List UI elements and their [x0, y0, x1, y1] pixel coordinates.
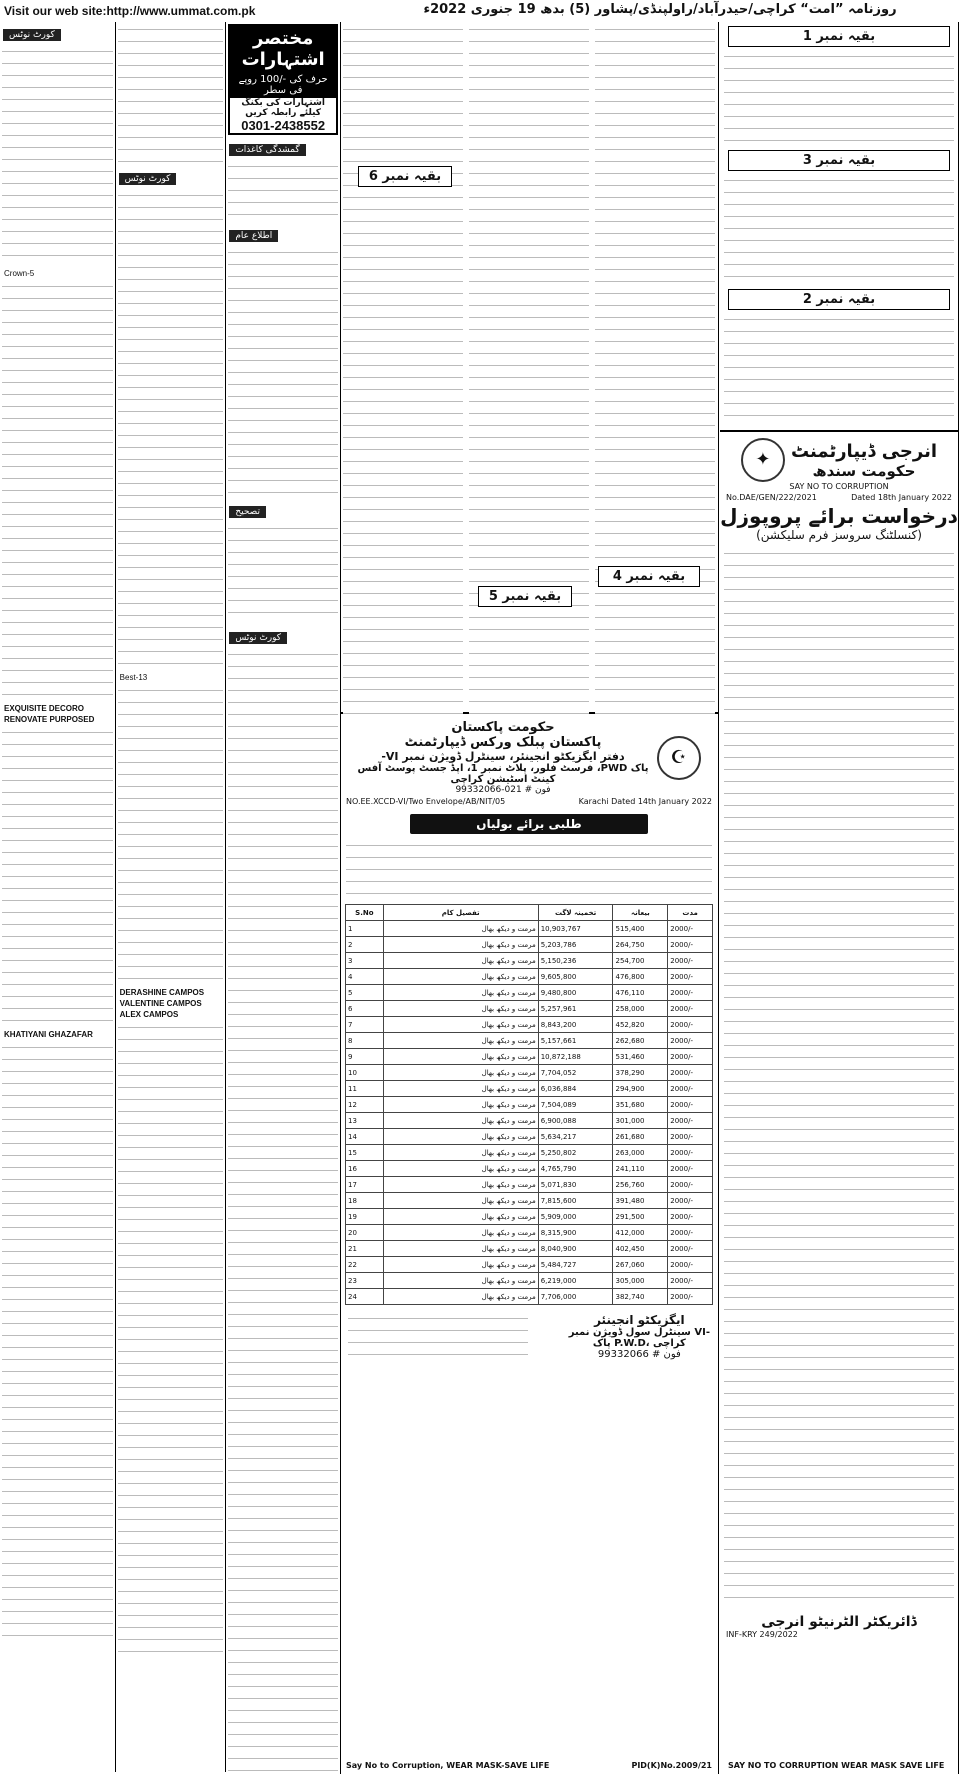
table-cell: 22	[346, 1257, 384, 1273]
table-cell: 2000/-	[668, 1225, 713, 1241]
table-cell: مرمت و دیکھ بھال	[383, 1289, 538, 1305]
table-cell: 6,036,884	[538, 1081, 613, 1097]
table-cell: مرمت و دیکھ بھال	[383, 953, 538, 969]
company-name-6: KHATIYANI GHAZAFAR	[4, 1030, 93, 1039]
table-cell: 7,815,600	[538, 1193, 613, 1209]
table-cell: 412,000	[613, 1225, 668, 1241]
table-cell: 241,110	[613, 1161, 668, 1177]
tender-intro	[346, 840, 712, 900]
table-header-cell: S.No	[346, 905, 384, 921]
table-row	[346, 1145, 713, 1161]
middle-column	[340, 22, 719, 1774]
energy-dept-ad	[720, 430, 958, 1639]
table-cell: 261,680	[613, 1129, 668, 1145]
table-cell: 9,480,800	[538, 985, 613, 1001]
table-cell: 7	[346, 1017, 384, 1033]
table-cell: 2000/-	[668, 937, 713, 953]
office-name: دفتر ایگزیکٹو انجینئر، سینٹرل ڈویژن نمبر VI-	[381, 750, 625, 763]
box-4-holder	[590, 562, 708, 591]
tender-number: NO.EE.XCCD-VI/Two Envelope/AB/NIT/05	[346, 797, 506, 806]
table-cell: 1	[346, 921, 384, 937]
table-cell: 2000/-	[668, 1289, 713, 1305]
lost-docs-label: گمشدگی کاغذات	[229, 144, 305, 156]
continuation-box-5: بقیہ نمبر 5	[478, 586, 572, 607]
table-cell: 2000/-	[668, 1113, 713, 1129]
table-cell: 5,203,786	[538, 937, 613, 953]
signer-phone: فون # 99332066	[597, 1349, 681, 1360]
table-cell: 452,820	[613, 1017, 668, 1033]
table-cell: 9,605,800	[538, 969, 613, 985]
table-cell: 5,634,217	[538, 1129, 613, 1145]
classified-title: مختصر اشتہارات	[230, 26, 336, 72]
table-row	[346, 1065, 713, 1081]
table-row	[346, 985, 713, 1001]
table-cell: مرمت و دیکھ بھال	[383, 1017, 538, 1033]
table-cell: 2000/-	[668, 921, 713, 937]
table-cell: 7,704,052	[538, 1065, 613, 1081]
table-row	[346, 953, 713, 969]
table-cell: 2000/-	[668, 1209, 713, 1225]
table-cell: 10,872,188	[538, 1049, 613, 1065]
table-row	[346, 937, 713, 953]
signer-title: ایگزیکٹو انجینئر	[594, 1313, 685, 1327]
table-cell: 291,500	[613, 1209, 668, 1225]
court-notice-label: کورٹ نوٹس	[3, 29, 61, 41]
table-cell: مرمت و دیکھ بھال	[383, 1097, 538, 1113]
table-body	[346, 921, 713, 1305]
table-cell: 391,480	[613, 1193, 668, 1209]
pid-number: PID(K)No.2009/21	[631, 1761, 712, 1770]
table-cell: 351,680	[613, 1097, 668, 1113]
table-cell: 2000/-	[668, 969, 713, 985]
table-header-cell: تفصیل کام	[383, 905, 538, 921]
table-cell: 7,706,000	[538, 1289, 613, 1305]
rfp-subtitle: (کنسلٹنگ سروسز فرم سلیکشن)	[756, 528, 922, 542]
classified-header	[228, 24, 338, 135]
table-cell: 2000/-	[668, 1017, 713, 1033]
signer: ڈائریکٹر الٹرنیٹو انرجی	[761, 1614, 917, 1630]
mid-footer: Say No to Corruption, WEAR MASK-SAVE LIFE	[346, 1761, 550, 1770]
table-cell: مرمت و دیکھ بھال	[383, 1241, 538, 1257]
table-row	[346, 1049, 713, 1065]
table-cell: 4	[346, 969, 384, 985]
left-column	[0, 22, 341, 1774]
govt-pakistan: حکومت پاکستان	[451, 720, 555, 735]
table-row	[346, 1017, 713, 1033]
table-row	[346, 1193, 713, 1209]
table-cell: 382,740	[613, 1289, 668, 1305]
table-cell: مرمت و دیکھ بھال	[383, 1273, 538, 1289]
continuation-box-1: بقیہ نمبر 1	[728, 26, 950, 47]
office-address-2: کینٹ اسٹیشن کراچی	[450, 774, 556, 785]
table-cell: 476,110	[613, 985, 668, 1001]
table-cell: مرمت و دیکھ بھال	[383, 1065, 538, 1081]
table-cell: 2000/-	[668, 1001, 713, 1017]
table-cell: مرمت و دیکھ بھال	[383, 1193, 538, 1209]
text-block	[724, 175, 954, 285]
table-cell: مرمت و دیکھ بھال	[383, 1033, 538, 1049]
table-cell: 6,219,000	[538, 1273, 613, 1289]
table-cell: 2000/-	[668, 1257, 713, 1273]
table-header-cell: مدت	[668, 905, 713, 921]
table-row	[346, 1241, 713, 1257]
box-5-holder	[470, 582, 580, 611]
table-cell: مرمت و دیکھ بھال	[383, 1177, 538, 1193]
table-cell: 14	[346, 1129, 384, 1145]
table-row	[346, 1177, 713, 1193]
notice-text	[118, 1022, 224, 1662]
dept-name: انرجی ڈیپارٹمنٹ	[790, 440, 938, 462]
right-footer: SAY NO TO CORRUPTION WEAR MASK SAVE LIFE	[728, 1761, 945, 1770]
table-cell: 15	[346, 1145, 384, 1161]
table-cell: مرمت و دیکھ بھال	[383, 1161, 538, 1177]
tender-date: Karachi Dated 14th January 2022	[578, 797, 712, 806]
table-row	[346, 1209, 713, 1225]
table-row	[346, 969, 713, 985]
inf-number: INF-KRY 249/2022	[726, 1630, 798, 1639]
table-row	[346, 1081, 713, 1097]
table-cell: مرمت و دیکھ بھال	[383, 1129, 538, 1145]
table-cell: مرمت و دیکھ بھال	[383, 1081, 538, 1097]
notice-text	[228, 247, 338, 497]
company-name-5: ALEX CAMPOS	[119, 1010, 179, 1019]
table-cell: 254,700	[613, 953, 668, 969]
table-cell: 5,157,661	[538, 1033, 613, 1049]
table-cell: 2000/-	[668, 1161, 713, 1177]
company-name-4: VALENTINE CAMPOS	[119, 999, 202, 1008]
table-cell: 5,484,727	[538, 1257, 613, 1273]
office-address: پاک PWD، فرسٹ فلور، پلاٹ نمبر 1، اپڈ جسٹ پوسٹ آفس	[357, 763, 649, 774]
table-cell: 267,060	[613, 1257, 668, 1273]
text-block	[724, 314, 954, 424]
signer-division: سینٹرل سول ڈویژن نمبر VI-	[568, 1327, 710, 1338]
table-cell: 515,400	[613, 921, 668, 937]
table-cell: مرمت و دیکھ بھال	[383, 921, 538, 937]
table-cell: 2000/-	[668, 1081, 713, 1097]
table-cell: 19	[346, 1209, 384, 1225]
table-cell: 24	[346, 1289, 384, 1305]
pwd-name: پاکستان پبلک ورکس ڈیپارٹمنٹ	[404, 735, 602, 750]
table-cell: 8	[346, 1033, 384, 1049]
table-cell: 23	[346, 1273, 384, 1289]
news-text	[343, 24, 463, 714]
table-cell: 2000/-	[668, 1033, 713, 1049]
table-cell: مرمت و دیکھ بھال	[383, 969, 538, 985]
table-row	[346, 1273, 713, 1289]
table-cell: مرمت و دیکھ بھال	[383, 1209, 538, 1225]
tender-ref-row	[340, 795, 718, 808]
court-notice-text	[2, 727, 113, 1027]
table-cell: 2000/-	[668, 1129, 713, 1145]
table-cell: 305,000	[613, 1273, 668, 1289]
middle-notices-column	[116, 22, 227, 1772]
table-row	[346, 1129, 713, 1145]
table-cell: 531,460	[613, 1049, 668, 1065]
rfp-title: درخواست برائے پروپوزل	[720, 504, 958, 528]
table-cell: 402,450	[613, 1241, 668, 1257]
table-cell: 2000/-	[668, 1241, 713, 1257]
table-cell: 2000/-	[668, 1193, 713, 1209]
table-cell: 263,000	[613, 1145, 668, 1161]
table-cell: 294,900	[613, 1081, 668, 1097]
ref-number: No.DAE/GEN/222/2021	[726, 493, 817, 502]
table-cell: 16	[346, 1161, 384, 1177]
table-cell: 2000/-	[668, 1065, 713, 1081]
booking-phone[interactable]: 0301-2438552	[241, 118, 326, 133]
booking-line: اشتہارات کی بکنگ کیلئے رابطہ کریں	[241, 98, 325, 118]
company-name-3: DERASHINE CAMPOS	[119, 988, 205, 997]
table-cell: 2000/-	[668, 985, 713, 1001]
correction-label: تصحیح	[229, 506, 266, 518]
table-cell: 17	[346, 1177, 384, 1193]
table-cell: 10	[346, 1065, 384, 1081]
table-cell: 264,750	[613, 937, 668, 953]
govt-name: حکومت سندھ	[812, 461, 916, 480]
court-notices-column	[0, 22, 116, 1772]
corruption-slogan: SAY NO TO CORRUPTION	[789, 482, 889, 491]
table-cell: 7,504,089	[538, 1097, 613, 1113]
company-name-2: RENOVATE PURPOSED	[4, 715, 95, 724]
table-row	[346, 1033, 713, 1049]
table-header-cell: تخمینہ لاگت	[538, 905, 613, 921]
continuation-box-6: بقیہ نمبر 6	[358, 166, 452, 187]
court-notice-text	[2, 1042, 113, 1642]
table-cell: 8,040,900	[538, 1241, 613, 1257]
table-row	[346, 1225, 713, 1241]
table-cell: 11	[346, 1081, 384, 1097]
table-cell: 258,000	[613, 1001, 668, 1017]
table-cell: 2000/-	[668, 1049, 713, 1065]
classified-rate: حرف کی -/100 روپے فی سطر	[230, 72, 336, 98]
box-6-holder	[350, 162, 460, 191]
table-row	[346, 1161, 713, 1177]
table-cell: 20	[346, 1225, 384, 1241]
website-url[interactable]: Visit our web site:http://www.ummat.com.pk	[4, 4, 256, 18]
table-cell: 476,800	[613, 969, 668, 985]
tender-terms	[348, 1313, 528, 1363]
notice-text	[228, 523, 338, 623]
table-cell: 9	[346, 1049, 384, 1065]
table-cell: 8,315,900	[538, 1225, 613, 1241]
table-row	[346, 921, 713, 937]
table-row	[346, 1289, 713, 1305]
news-text	[595, 24, 715, 714]
court-notice-text	[2, 46, 113, 266]
continuation-box-4: بقیہ نمبر 4	[598, 566, 700, 587]
table-cell: 5,909,000	[538, 1209, 613, 1225]
court-notice-label-3: کورٹ نوٹس	[229, 632, 287, 644]
table-cell: مرمت و دیکھ بھال	[383, 937, 538, 953]
best-label: Best-13	[119, 673, 148, 682]
table-row	[346, 1001, 713, 1017]
company-name-1: EXQUISITE DECORO	[4, 704, 85, 713]
table-cell: 5,257,961	[538, 1001, 613, 1017]
table-cell: 6	[346, 1001, 384, 1017]
table-cell: 2000/-	[668, 1177, 713, 1193]
tender-table	[345, 904, 713, 1305]
table-row	[346, 1097, 713, 1113]
notice-text	[118, 24, 224, 164]
table-cell: مرمت و دیکھ بھال	[383, 1145, 538, 1161]
table-cell: مرمت و دیکھ بھال	[383, 1001, 538, 1017]
masthead: روزنامہ ”امت“ کراچی/حیدرآباد/راولپنڈی/پشاور (5) بدھ 19 جنوری 2022ء	[423, 2, 897, 17]
continuation-box-2: بقیہ نمبر 2	[728, 289, 950, 310]
table-cell: 18	[346, 1193, 384, 1209]
office-phone: فون # 021-99332066	[455, 785, 551, 795]
table-cell: 12	[346, 1097, 384, 1113]
table-cell: 2000/-	[668, 1273, 713, 1289]
table-cell: 21	[346, 1241, 384, 1257]
table-cell: 10,903,767	[538, 921, 613, 937]
rfp-body	[724, 548, 954, 1608]
table-cell: مرمت و دیکھ بھال	[383, 985, 538, 1001]
ref-date: Dated 18th January 2022	[851, 493, 952, 502]
table-cell: مرمت و دیکھ بھال	[383, 1113, 538, 1129]
text-block	[724, 51, 954, 146]
table-cell: 8,843,200	[538, 1017, 613, 1033]
table-cell: 2000/-	[668, 1145, 713, 1161]
continuation-box-3: بقیہ نمبر 3	[728, 150, 950, 171]
classified-column	[226, 22, 340, 1772]
notice-text	[118, 685, 224, 985]
table-row	[346, 1257, 713, 1273]
table-cell: 256,760	[613, 1177, 668, 1193]
table-cell: 2000/-	[668, 953, 713, 969]
reference-row	[720, 491, 958, 504]
right-column	[720, 22, 959, 1774]
table-row	[346, 1113, 713, 1129]
table-header-cell: بیعانہ	[613, 905, 668, 921]
table-cell: 3	[346, 953, 384, 969]
table-cell: 2	[346, 937, 384, 953]
table-cell: 6,900,088	[538, 1113, 613, 1129]
pakistan-emblem-icon: ☪	[657, 736, 701, 780]
table-header-row	[346, 905, 713, 921]
table-cell: 2000/-	[668, 1097, 713, 1113]
signer-office: پاک P.W.D، کراچی	[592, 1338, 686, 1349]
pwd-tender-ad	[340, 712, 718, 1367]
table-cell: 5,071,830	[538, 1177, 613, 1193]
table-cell: 13	[346, 1113, 384, 1129]
crown-label: Crown-5	[4, 269, 35, 278]
table-cell: 5,250,802	[538, 1145, 613, 1161]
court-notice-label-2: کورٹ نوٹس	[119, 173, 177, 185]
notice-text	[228, 649, 338, 1776]
tender-heading: طلبی برائے بولیاں	[410, 814, 648, 834]
sindh-emblem-icon: ✦	[741, 438, 785, 482]
table-cell: 262,680	[613, 1033, 668, 1049]
general-notice-label: اطلاع عام	[229, 230, 278, 242]
table-cell: مرمت و دیکھ بھال	[383, 1225, 538, 1241]
table-cell: 5	[346, 985, 384, 1001]
table-cell: مرمت و دیکھ بھال	[383, 1257, 538, 1273]
table-cell: مرمت و دیکھ بھال	[383, 1049, 538, 1065]
table-cell: 5,150,236	[538, 953, 613, 969]
table-cell: 301,000	[613, 1113, 668, 1129]
table-cell: 378,290	[613, 1065, 668, 1081]
court-notice-text	[2, 281, 113, 701]
notice-text	[118, 190, 224, 670]
notice-text	[228, 161, 338, 221]
table-cell: 4,765,790	[538, 1161, 613, 1177]
